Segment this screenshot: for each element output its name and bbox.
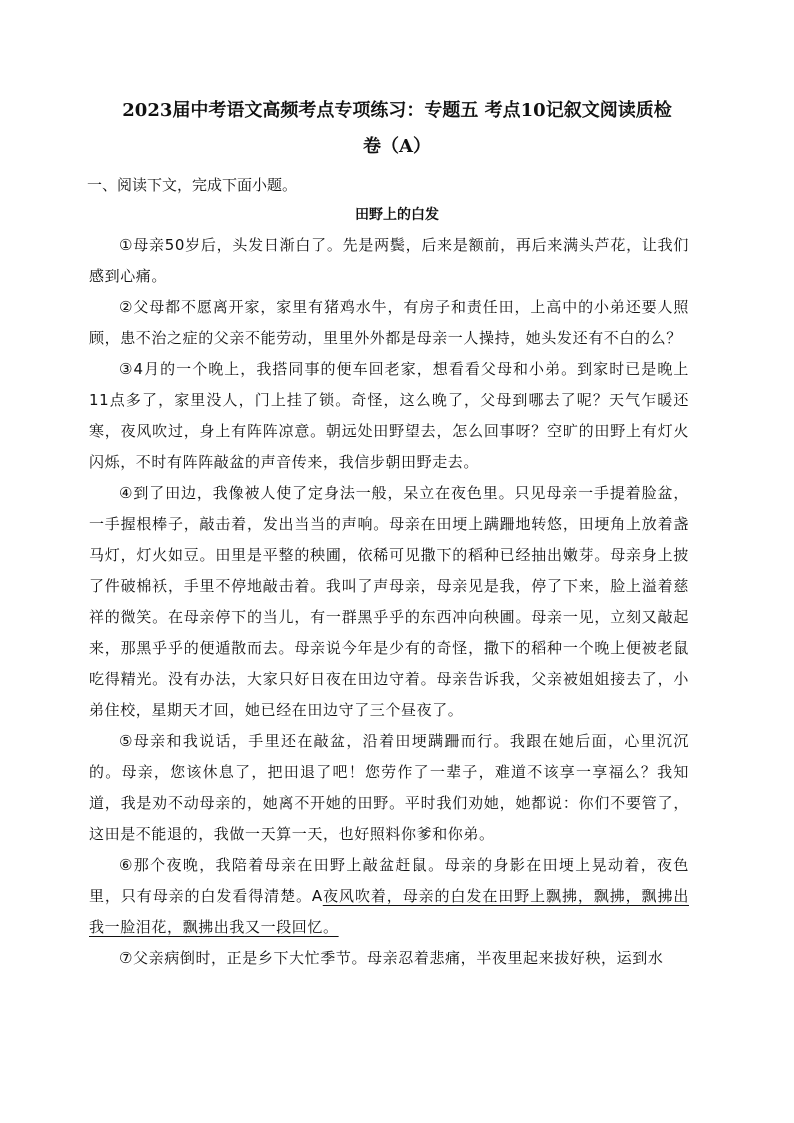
paragraph-5 <box>89 726 689 850</box>
paragraph-3-text: ③4月的一个晚上，我搭同事的便车回老家，想看看父母和小弟。到家时已是晚上11点多了，家里没人，门上挂了锁。奇怪，这么晚了，父母到哪去了呢？天气乍暖还寒，夜风吹过，身上有阵阵凉意。朝远处田野望去，怎么回事呀？空旷的田野上有灯火闪烁，不时有阵阵敲盆的声音传来，我信步朝田野走去。 <box>89 360 689 471</box>
paragraph-5-text: ⑤母亲和我说话，手里还在敲盆，沿着田埂蹒跚而行。我跟在她后面，心里沉沉的。母亲，您该休息了，把田退了吧！您劳作了一辈子，难道不该享一享福么？我知道，我是劝不动母亲的，她离不开她的田野。平时我们劝她，她都说：你们不要管了，这田是不能退的，我做一天算一天，也好照料你爹和你弟。 <box>89 732 689 843</box>
paragraph-4-text: ④到了田边，我像被人使了定身法一般，呆立在夜色里。只见母亲一手提着脸盆，一手握根棒子，敲击着，发出当当的声响。母亲在田埂上蹒跚地转悠，田埂角上放着盏马灯，灯火如豆。田里是平整的秧圃，依稀可见撒下的稻种已经抽出嫩芽。母亲身上披了件破棉袄，手里不停地敲击着。我叫了声母亲，母亲见是我，停了下来，脸上溢着慈祥的微笑。在母亲停下的当儿，有一群黑乎乎的东西冲向秧圃。母亲一见，立刻又敲起来，那黑乎乎的便遁散而去。母亲说今年是少有的奇怪，撒下的稻种一个晚上便被老鼠吃得精光。没有办法，大家只好日夜在田边守着。母亲告诉我，父亲被姐姐接去了，小弟住校，星期天才回，她已经在田边守了三个昼夜了。 <box>89 484 689 719</box>
paragraph-4 <box>89 478 689 726</box>
paragraph-3 <box>89 354 689 478</box>
paragraph-6 <box>89 850 689 943</box>
document-title-line2: 卷（A） <box>363 136 431 157</box>
paragraph-1 <box>89 230 689 292</box>
paragraph-6-text: ⑥那个夜晚，我陪着母亲在田野上敲盆赶鼠。母亲的身影在田埂上晃动着，夜色里，只有母亲的白发看得清楚。A <box>89 856 689 905</box>
article-body <box>89 230 689 974</box>
paragraph-2 <box>89 292 689 354</box>
article-title: 田野上的白发 <box>355 207 439 223</box>
document-title-line1: 2023届中考语文高频考点专项练习：专题五 考点10记叙文阅读质检 <box>122 100 672 121</box>
paragraph-1-text: ①母亲50岁后，头发日渐白了。先是两鬓，后来是额前，再后来满头芦花，让我们感到心痛。 <box>89 236 689 285</box>
paragraph-7 <box>89 943 689 974</box>
paragraph-2-text: ②父母都不愿离开家，家里有猪鸡水牛，有房子和责任田，上高中的小弟还要人照顾，患不治之症的父亲不能劳动，里里外外都是母亲一人操持，她头发还有不白的么？ <box>89 298 689 347</box>
section-instruction: 一、阅读下文，完成下面小题。 <box>87 176 298 194</box>
paragraph-6-underlined-sentence: 夜风吹着，母亲的白发在田野上飘拂，飘拂，飘拂出我一脸泪花，飘拂出我又一段回忆。 <box>89 887 689 936</box>
paragraph-7-text: ⑦父亲病倒时，正是乡下大忙季节。母亲忍着悲痛，半夜里起来拔好秧，运到水 <box>119 949 664 967</box>
